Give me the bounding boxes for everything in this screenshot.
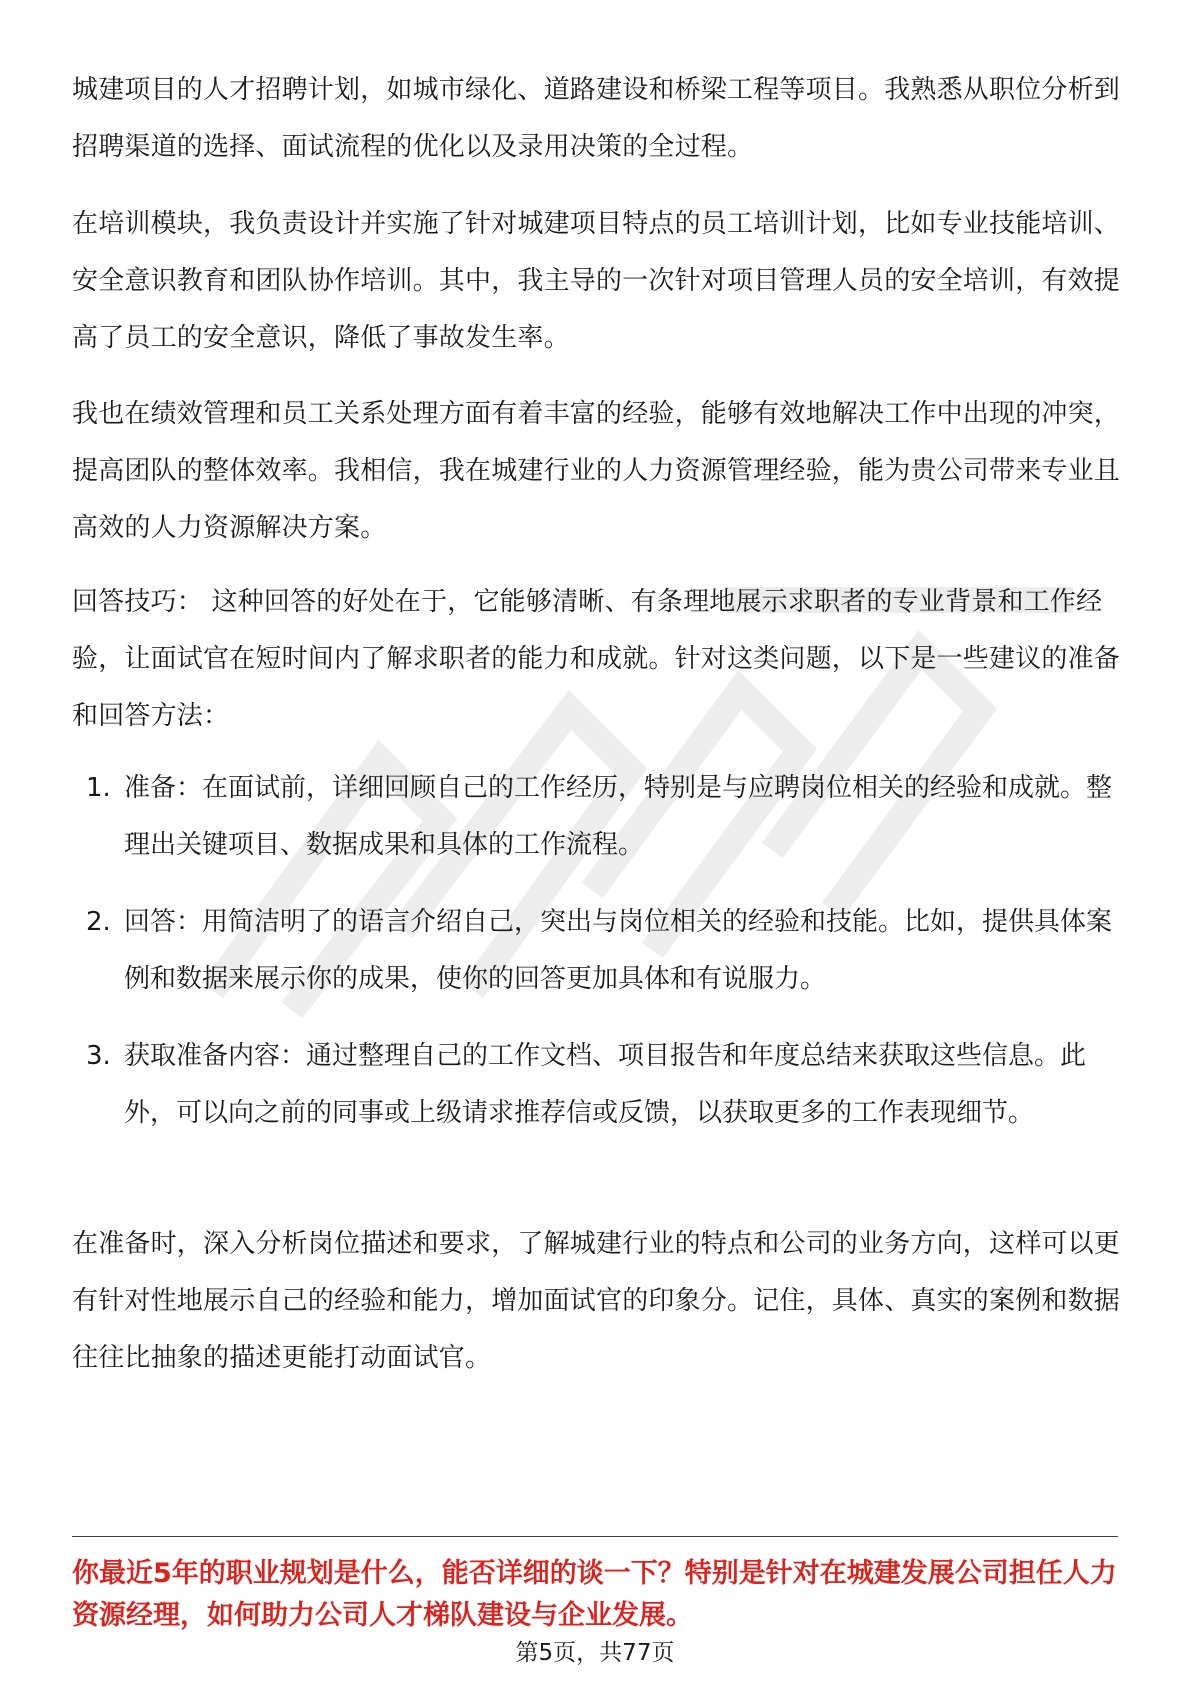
list-item-text: 获取准备内容：通过整理自己的工作文档、项目报告和年度总结来获取这些信息。此外，可以向之前的同事或上级请求推荐信或反馈，以获取更多的工作表现细节。 [124,1041,1087,1128]
paragraph-training: 在培训模块，我负责设计并实施了针对城建项目特点的员工培训计划，比如专业技能培训、安全意识教育和团队协作培训。其中，我主导的一次针对项目管理人员的安全培训，有效提高了员工的安全意识，降低了事故发生率。 [72,209,1121,353]
paragraph-answer-tips: 回答技巧： 这种回答的好处在于，它能够清晰、有条理地展示求职者的专业背景和工作经验，让面试官在短时间内了解求职者的能力和成就。针对这类问题，以下是一些建议的准备和回答方法： [72,587,1121,731]
paragraph-performance: 我也在绩效管理和员工关系处理方面有着丰富的经验，能够有效地解决工作中出现的冲突，提高团队的整体效率。我相信，我在城建行业的人力资源管理经验，能为贵公司带来专业且高效的人力资源解决方案。 [72,399,1121,543]
next-question-heading: 你最近5年的职业规划是什么，能否详细的谈一下？特别是针对在城建发展公司担任人力资源经理，如何助力公司人才梯队建设与企业发展。 [72,1558,1117,1631]
list-item-number: 2. [86,907,111,937]
list-item-number: 1. [86,773,111,803]
paragraph-recruitment: 城建项目的人才招聘计划，如城市绿化、道路建设和桥梁工程等项目。我熟悉从职位分析到招聘渠道的选择、面试流程的优化以及录用决策的全过程。 [72,75,1121,162]
list-item-text: 准备：在面试前，详细回顾自己的工作经历，特别是与应聘岗位相关的经验和成就。整理出关键项目、数据成果和具体的工作流程。 [124,773,1113,860]
section-divider [72,1536,1118,1537]
list-item-text: 回答：用简洁明了的语言介绍自己，突出与岗位相关的经验和技能。比如，提供具体案例和数据来展示你的成果，使你的回答更加具体和有说服力。 [124,907,1113,994]
page-number-footer: 第5页，共77页 [515,1640,675,1666]
paragraph-closing: 在准备时，深入分析岗位描述和要求，了解城建行业的特点和公司的业务方向，这样可以更有针对性地展示自己的经验和能力，增加面试官的印象分。记住，具体、真实的案例和数据往往比抽象的描述更能打动面试官。 [72,1229,1121,1373]
list-item-number: 3. [86,1041,111,1071]
